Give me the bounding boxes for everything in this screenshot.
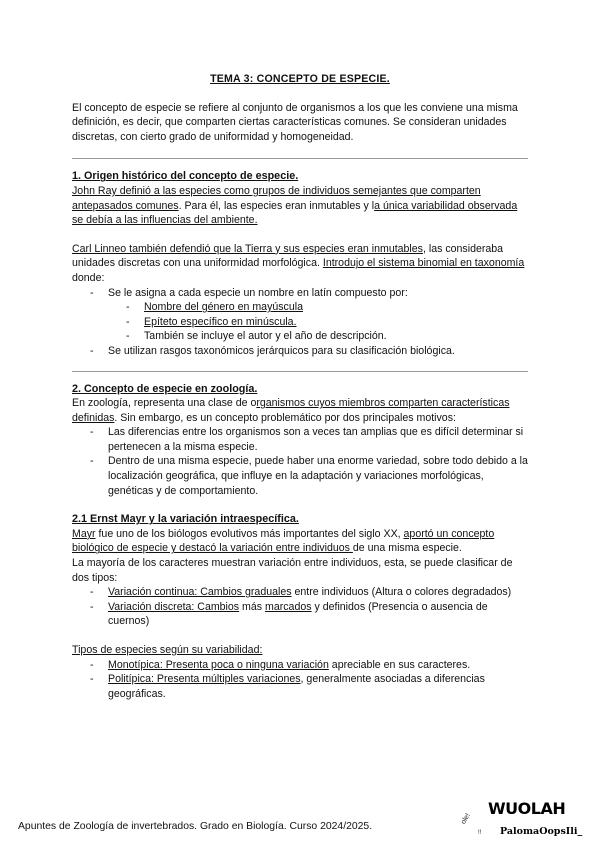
species-types-heading: Tipos de especies según su variabilidad:: [72, 644, 263, 656]
mayr-paragraph: [72, 527, 528, 556]
section-1-heading: 1. Origen histórico del concepto de especie.: [72, 170, 299, 183]
list-item-text: También se incluye el autor y el año de descripción.: [144, 330, 387, 343]
highlight: rganismos cuyos miembros comparten características definidas: [72, 397, 510, 424]
john-ray-paragraph: [72, 184, 528, 228]
text-run: donde:: [72, 271, 105, 284]
linneo-list: [72, 286, 528, 359]
document-page: [72, 72, 528, 701]
text-run: entre individuos (Altura o colores degradados): [291, 586, 512, 599]
list-item: [72, 344, 528, 359]
highlight: a única variabilidad observada se debía a las influencias del ambiente.: [72, 199, 518, 227]
list-item-text: Epíteto específico en minúscula.: [144, 315, 297, 328]
list-item-text: Nombre del género en mayúscula: [144, 301, 303, 314]
variation-types-list: [72, 585, 528, 629]
text-run: . Sin embargo, es un concepto problemático por dos principales motivos:: [114, 411, 456, 424]
author-username[interactable]: PalomaOopsIli_: [500, 826, 583, 837]
section-divider: [72, 158, 528, 159]
text-run: de una misma especie.: [352, 542, 462, 555]
text-run: . Para él, las especies eran inmutables y l: [178, 199, 375, 212]
zoology-paragraph: [72, 396, 528, 425]
intro-paragraph: El concepto de especie se refiere al conjunto de organismos a los que les conviene una misma definición, es decir, que comparten ciertas características comunes. Se consideran unidades discretas, con cierto grado de uniformidad y homogeneidad.: [72, 101, 518, 143]
section-2-1-heading: 2.1 Ernst Mayr y la variación intraespecífica.: [72, 513, 299, 526]
text-run: apreciable en sus caracteres.: [328, 658, 471, 671]
text-run: y definidos (Presencia o ausencia de cuernos): [108, 600, 488, 628]
text-run: , generalmente asociadas a diferencias geográficas.: [108, 673, 485, 700]
motives-list: [72, 425, 528, 498]
list-item: - Las diferencias entre los organismos son a veces tan amplias que es difícil determinar si pertenecen a la misma especie.: [72, 425, 528, 454]
list-item: - Dentro de una misma especie, puede haber una enorme variedad, sobre todo debido a la localización geográfica, que influye en la adaptación y variaciones morfológicas, genéticas y de comportamiento.: [72, 454, 528, 498]
handwritten-note: ole!: [460, 812, 472, 826]
highlight: Variación discreta: Cambios: [108, 600, 240, 613]
highlight: Politípica: Presenta múltiples variaciones: [108, 673, 301, 686]
nested-list: [72, 300, 528, 344]
highlight: marcados: [265, 600, 312, 613]
wuolah-logo[interactable]: WUOLAH: [488, 799, 566, 818]
highlight: Carl Linneo también defendió que la Tierra y sus especies eran inmutables: [72, 242, 423, 255]
highlight: John Ray definió a las especies como grupos de individuos semejantes que comparten antepasados comunes: [72, 184, 481, 212]
text-run: , las consideraba unidades discretas con una uniformidad morfológica.: [72, 242, 504, 270]
variation-paragraph: La mayoría de los caracteres muestran variación entre individuos, esta, se puede clasificar de dos tipos:: [72, 557, 513, 584]
list-item-text: Se le asigna a cada especie un nombre en latín compuesto por:: [108, 286, 408, 299]
text-run: En zoología, representa una clase de o: [72, 397, 257, 410]
linneo-paragraph: [72, 242, 528, 286]
text-run: más: [239, 600, 266, 613]
list-item: [72, 600, 528, 629]
highlight: Variación continua: Cambios graduales: [108, 586, 292, 599]
list-item: [72, 672, 528, 701]
highlight: Introdujo el sistema binomial en taxonomía: [322, 257, 525, 270]
handwritten-note: !!: [478, 830, 482, 836]
page-title: TEMA 3: CONCEPTO DE ESPECIE.: [210, 73, 390, 85]
highlight: Monotípica: Presenta poca o ninguna variación: [108, 658, 329, 671]
list-item: [72, 658, 528, 673]
list-item: [72, 315, 528, 330]
highlight: Mayr: [72, 527, 96, 540]
section-2-heading: 2. Concepto de especie en zoología.: [72, 382, 258, 395]
list-item: [72, 300, 528, 315]
species-types-list: [72, 658, 528, 702]
list-item-text: Se utilizan rasgos taxonómicos jerárquicos para su clasificación biológica.: [108, 344, 455, 357]
list-item: [72, 329, 528, 344]
list-item: [72, 286, 528, 344]
section-divider: [72, 371, 528, 372]
text-run: fue uno de los biólogos evolutivos más importantes del siglo XX,: [95, 527, 404, 540]
list-item: [72, 585, 528, 600]
highlight: aportó un concepto biológico de especie y destacó la variación entre individuos: [72, 527, 495, 555]
footer-text: Apuntes de Zoología de invertebrados. Grado en Biología. Curso 2024/2025.: [18, 821, 373, 832]
